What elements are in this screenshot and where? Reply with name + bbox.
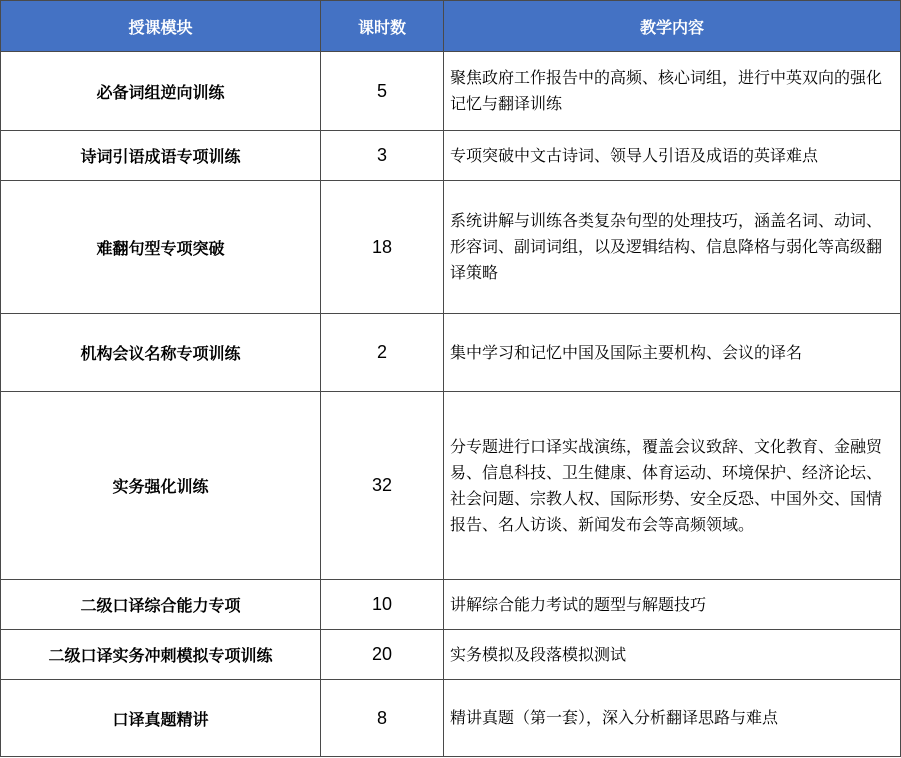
table-row: [1, 52, 901, 131]
hours-cell: 3: [321, 131, 444, 181]
module-cell: 二级口译综合能力专项: [1, 580, 321, 630]
hours-cell: 10: [321, 580, 444, 630]
module-cell: 诗词引语成语专项训练: [1, 131, 321, 181]
table-row: [1, 314, 901, 392]
table-row: [1, 580, 901, 630]
table-row: [1, 680, 901, 757]
table-row: [1, 131, 901, 181]
content-cell: 实务模拟及段落模拟测试: [444, 630, 901, 680]
module-cell: 口译真题精讲: [1, 680, 321, 757]
module-cell: 机构会议名称专项训练: [1, 314, 321, 392]
content-cell: 系统讲解与训练各类复杂句型的处理技巧，涵盖名词、动词、形容词、副词词组，以及逻辑结构、信息降格与弱化等高级翻译策略: [444, 181, 901, 314]
content-cell: 讲解综合能力考试的题型与解题技巧: [444, 580, 901, 630]
module-cell: 必备词组逆向训练: [1, 52, 321, 131]
header-module: 授课模块: [1, 1, 321, 52]
content-cell: 分专题进行口译实战演练，覆盖会议致辞、文化教育、金融贸易、信息科技、卫生健康、体育运动、环境保护、经济论坛、社会问题、宗教人权、国际形势、安全反恐、中国外交、国情报告、名人访谈、新闻发布会等高频领域。: [444, 392, 901, 580]
content-cell: 聚焦政府工作报告中的高频、核心词组，进行中英双向的强化记忆与翻译训练: [444, 52, 901, 131]
module-cell: 二级口译实务冲刺模拟专项训练: [1, 630, 321, 680]
hours-cell: 18: [321, 181, 444, 314]
content-cell: 专项突破中文古诗词、领导人引语及成语的英译难点: [444, 131, 901, 181]
hours-cell: 5: [321, 52, 444, 131]
header-row: [1, 1, 901, 52]
header-content: 教学内容: [444, 1, 901, 52]
content-cell: 集中学习和记忆中国及国际主要机构、会议的译名: [444, 314, 901, 392]
hours-cell: 32: [321, 392, 444, 580]
table-row: [1, 392, 901, 580]
header-hours: 课时数: [321, 1, 444, 52]
module-cell: 实务强化训练: [1, 392, 321, 580]
table-row: [1, 181, 901, 314]
module-cell: 难翻句型专项突破: [1, 181, 321, 314]
hours-cell: 8: [321, 680, 444, 757]
hours-cell: 20: [321, 630, 444, 680]
table-row: [1, 630, 901, 680]
hours-cell: 2: [321, 314, 444, 392]
content-cell: 精讲真题（第一套），深入分析翻译思路与难点: [444, 680, 901, 757]
